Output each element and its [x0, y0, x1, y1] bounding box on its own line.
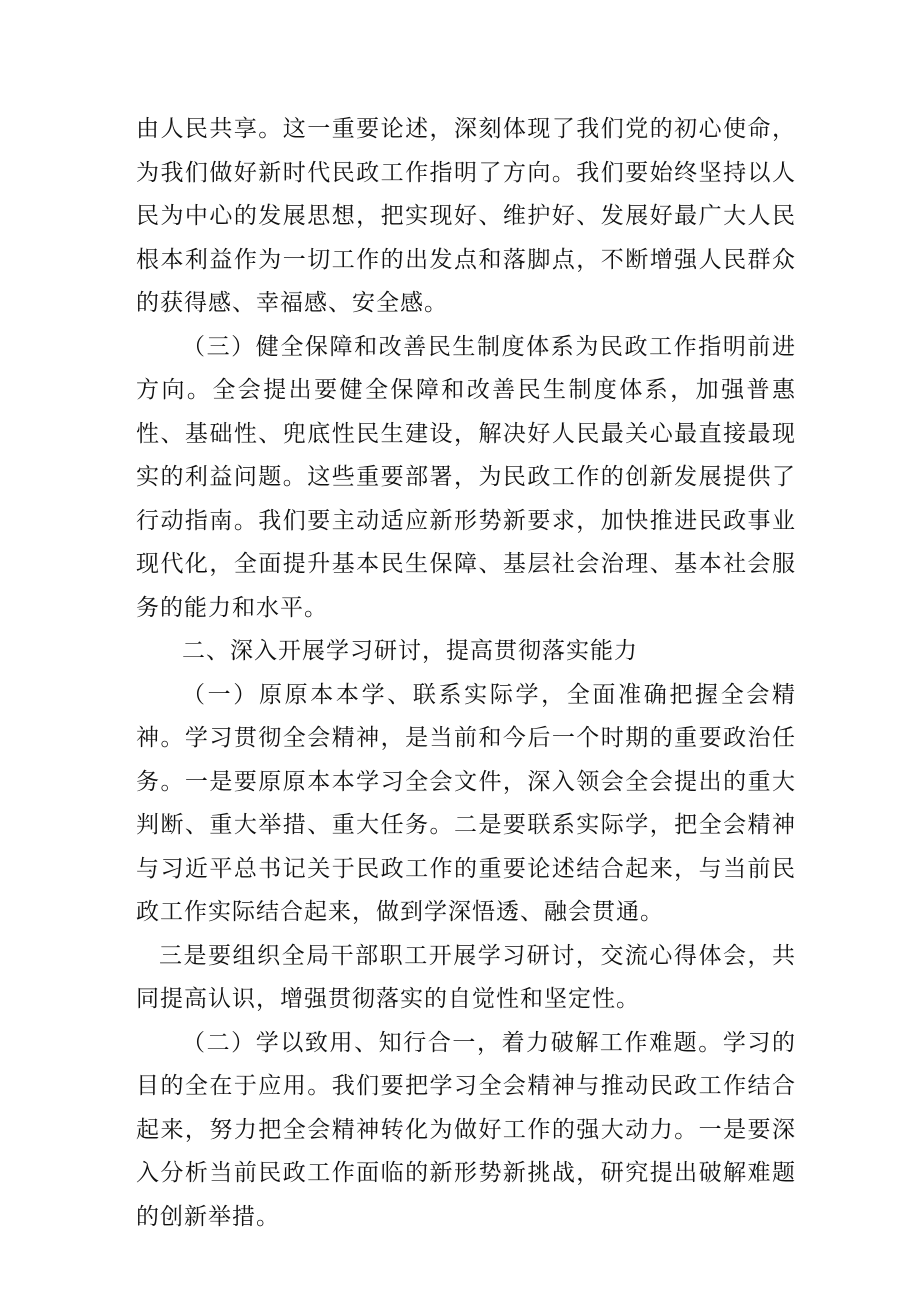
document-body	[136, 108, 796, 1239]
paragraph-3: （一）原原本本学、联系实际学，全面准确把握全会精神。学习贯彻全会精神，是当前和今后一个时期的重要政治任务。一是要原原本本学习全会文件，深入领会全会提出的重大判断、重大举措、重大任务。二是要联系实际学，把全会精神与习近平总书记关于民政工作的重要论述结合起来，与当前民政工作实际结合起来，做到学深悟透、融会贯通。	[136, 681, 796, 925]
paragraph-1: 由人民共享。这一重要论述，深刻体现了我们党的初心使命，为我们做好新时代民政工作指明了方向。我们要始终坚持以人民为中心的发展思想，把实现好、维护好、发展好最广大人民根本利益作为一切工作的出发点和落脚点，不断增强人民群众的获得感、幸福感、安全感。	[136, 116, 796, 316]
paragraph-4: 三是要组织全局干部职工开展学习研讨，交流心得体会，共同提高认识，增强贯彻落实的自觉性和坚定性。	[136, 942, 796, 1012]
section-heading: 二、深入开展学习研讨，提高贯彻落实能力	[182, 638, 638, 664]
paragraph-5: （二）学以致用、知行合一，着力破解工作难题。学习的目的全在于应用。我们要把学习全会精神与推动民政工作结合起来，努力把全会精神转化为做好工作的强大动力。一是要深入分析当前民政工作面临的新形势新挑战，研究提出破解难题的创新举措。	[136, 1029, 796, 1230]
paragraph-2: （三）健全保障和改善民生制度体系为民政工作指明前进方向。全会提出要健全保障和改善民生制度体系，加强普惠性、基础性、兜底性民生建设，解决好人民最关心最直接最现实的利益问题。这些重要部署，为民政工作的创新发展提供了行动指南。我们要主动适应新形势新要求，加快推进民政事业现代化，全面提升基本民生保障、基层社会治理、基本社会服务的能力和水平。	[136, 333, 796, 621]
